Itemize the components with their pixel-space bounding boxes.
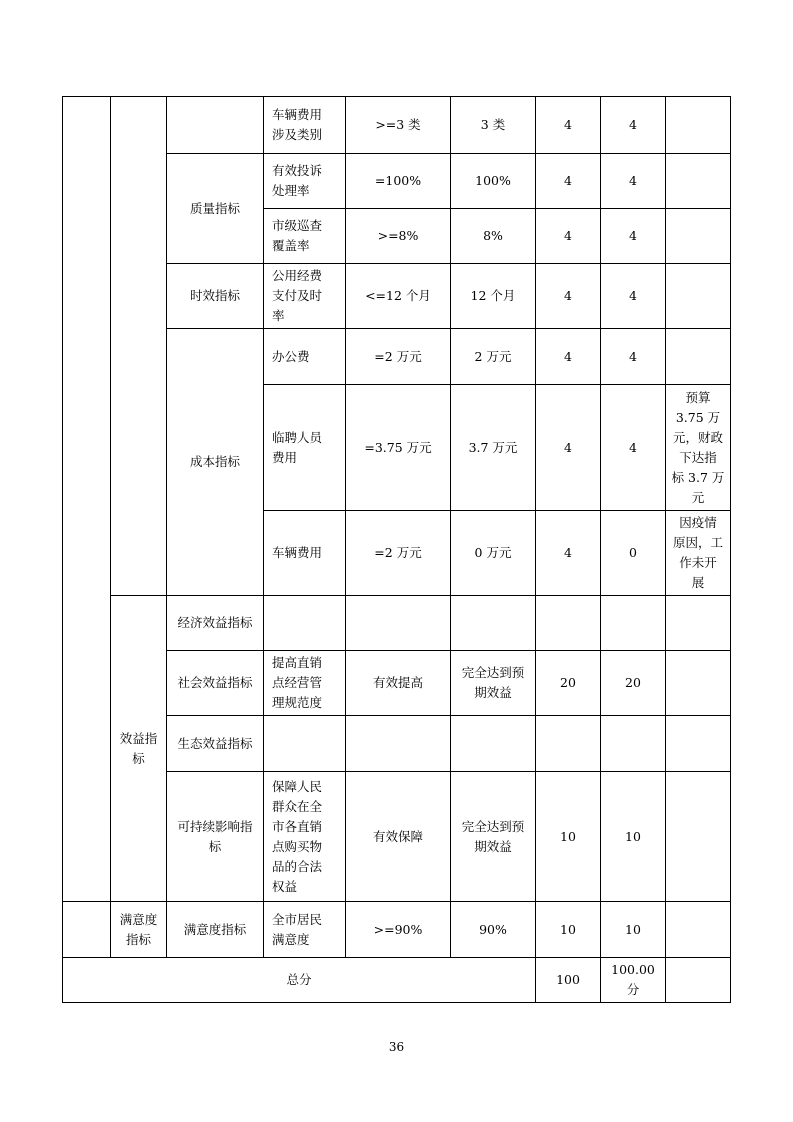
score-cell — [601, 716, 666, 772]
note-cell — [666, 716, 731, 772]
weight-cell: 4 — [536, 97, 601, 154]
total-row — [63, 958, 731, 1003]
note-cell: 预算 3.75 万 元，财政 下达指 标 3.7 万 元 — [666, 385, 731, 511]
indicator-cell: 市级巡查 覆盖率 — [264, 209, 346, 264]
actual-cell: 0 万元 — [451, 511, 536, 596]
actual-cell — [451, 716, 536, 772]
weight-cell: 4 — [536, 511, 601, 596]
note-cell — [666, 264, 731, 329]
actual-cell: 3 类 — [451, 97, 536, 154]
total-note-cell — [666, 958, 731, 1003]
score-cell: 4 — [601, 264, 666, 329]
total-label-cell: 总分 — [63, 958, 536, 1003]
target-cell: <=12 个月 — [346, 264, 451, 329]
level3-cell: 生态效益指标 — [167, 716, 264, 772]
indicator-cell: 公用经费 支付及时 率 — [264, 264, 346, 329]
score-cell — [601, 596, 666, 651]
actual-cell: 2 万元 — [451, 329, 536, 385]
table-row — [63, 97, 731, 154]
score-cell: 4 — [601, 154, 666, 209]
actual-cell: 90% — [451, 902, 536, 958]
indicator-cell: 车辆费用 涉及类别 — [264, 97, 346, 154]
weight-cell: 20 — [536, 651, 601, 716]
actual-cell: 3.7 万元 — [451, 385, 536, 511]
total-score-cell: 100.00 分 — [601, 958, 666, 1003]
target-cell: =100% — [346, 154, 451, 209]
level3-cell: 成本指标 — [167, 329, 264, 596]
actual-cell: 完全达到预 期效益 — [451, 651, 536, 716]
score-cell: 4 — [601, 385, 666, 511]
level3-cell: 满意度指标 — [167, 902, 264, 958]
indicator-cell: 办公费 — [264, 329, 346, 385]
level2-cell: 满意度 指标 — [111, 902, 167, 958]
table-row — [63, 596, 731, 651]
actual-cell — [451, 596, 536, 651]
weight-cell: 4 — [536, 329, 601, 385]
weight-cell: 4 — [536, 154, 601, 209]
table-row — [63, 902, 731, 958]
score-cell: 4 — [601, 329, 666, 385]
page-number: 36 — [388, 1040, 405, 1054]
indicator-cell — [264, 716, 346, 772]
indicator-cell: 全市居民 满意度 — [264, 902, 346, 958]
indicator-cell: 车辆费用 — [264, 511, 346, 596]
indicator-cell — [264, 596, 346, 651]
performance-table — [62, 96, 731, 1003]
weight-cell: 4 — [536, 209, 601, 264]
note-cell — [666, 209, 731, 264]
level1-cell — [63, 97, 111, 902]
indicator-cell: 提高直销 点经营管 理规范度 — [264, 651, 346, 716]
target-cell: =2 万元 — [346, 329, 451, 385]
level3-cell: 社会效益指标 — [167, 651, 264, 716]
level2-cell — [111, 97, 167, 596]
weight-cell: 4 — [536, 385, 601, 511]
level3-cell: 可持续影响指 标 — [167, 772, 264, 902]
score-cell: 10 — [601, 902, 666, 958]
note-cell — [666, 596, 731, 651]
score-cell: 4 — [601, 97, 666, 154]
target-cell: =2 万元 — [346, 511, 451, 596]
note-cell: 因疫情 原因，工 作未开 展 — [666, 511, 731, 596]
note-cell — [666, 902, 731, 958]
level3-cell: 质量指标 — [167, 154, 264, 264]
weight-cell — [536, 596, 601, 651]
level3-cell — [167, 97, 264, 154]
weight-cell: 4 — [536, 264, 601, 329]
weight-cell — [536, 716, 601, 772]
level3-cell: 经济效益指标 — [167, 596, 264, 651]
score-cell: 0 — [601, 511, 666, 596]
score-cell: 10 — [601, 772, 666, 902]
actual-cell: 8% — [451, 209, 536, 264]
target-cell: =3.75 万元 — [346, 385, 451, 511]
level1-cell — [63, 902, 111, 958]
note-cell — [666, 772, 731, 902]
actual-cell: 完全达到预 期效益 — [451, 772, 536, 902]
actual-cell: 12 个月 — [451, 264, 536, 329]
note-cell — [666, 97, 731, 154]
score-cell: 20 — [601, 651, 666, 716]
note-cell — [666, 154, 731, 209]
weight-cell: 10 — [536, 772, 601, 902]
note-cell — [666, 329, 731, 385]
indicator-cell: 有效投诉 处理率 — [264, 154, 346, 209]
indicator-cell: 临聘人员 费用 — [264, 385, 346, 511]
target-cell: >=8% — [346, 209, 451, 264]
target-cell — [346, 716, 451, 772]
actual-cell: 100% — [451, 154, 536, 209]
note-cell — [666, 651, 731, 716]
weight-cell: 10 — [536, 902, 601, 958]
score-cell: 4 — [601, 209, 666, 264]
level3-cell: 时效指标 — [167, 264, 264, 329]
target-cell: 有效提高 — [346, 651, 451, 716]
level2-cell: 效益指 标 — [111, 596, 167, 902]
target-cell: >=90% — [346, 902, 451, 958]
target-cell: 有效保障 — [346, 772, 451, 902]
target-cell — [346, 596, 451, 651]
indicator-cell: 保障人民 群众在全 市各直销 点购买物 品的合法 权益 — [264, 772, 346, 902]
total-weight-cell: 100 — [536, 958, 601, 1003]
target-cell: >=3 类 — [346, 97, 451, 154]
